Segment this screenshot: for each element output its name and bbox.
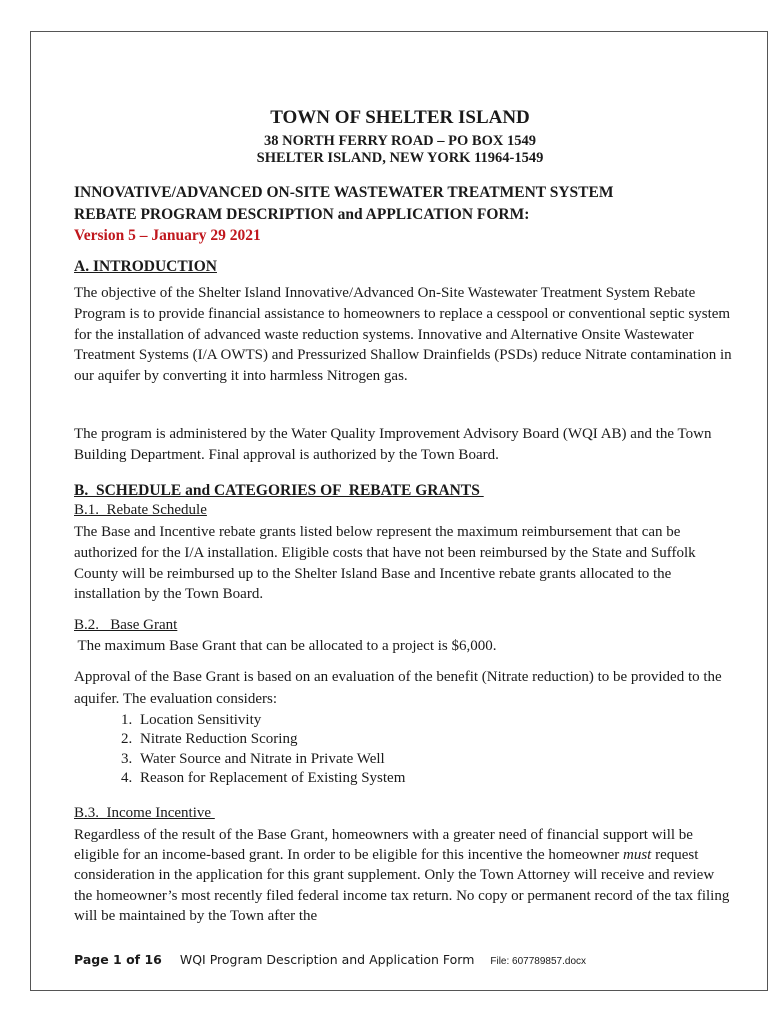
list-item: 2. Nitrate Reduction Scoring <box>136 730 405 749</box>
administration-paragraph: The program is administered by the Water Quality Improvement Advisory Board (WQI AB) and the Town Building Department. Final approval is authorized by the Town Board. <box>74 426 712 463</box>
list-item: 4. Reason for Replacement of Existing System <box>136 769 405 788</box>
document-heading-line-1: INNOVATIVE/ADVANCED ON-SITE WASTEWATER TREATMENT SYSTEM <box>74 184 614 201</box>
income-incentive-paragraph <box>74 825 734 926</box>
b3-heading: B.3. Income Incentive <box>74 805 215 821</box>
section-b-heading: B. SCHEDULE and CATEGORIES OF REBATE GRANTS <box>74 482 484 499</box>
document-page <box>30 31 768 991</box>
footer-file-name: File: 607789857.docx <box>490 956 586 967</box>
max-base-grant-line: The maximum Base Grant that can be allocated to a project is $6,000. <box>74 638 497 654</box>
introduction-paragraph: The objective of the Shelter Island Innovative/Advanced On-Site Wastewater Treatment System Rebate Program is to provide financial assistance to homeowners to replace a cesspool or conventional septic system for the installation of advanced waste reduction systems. Innovative and Alternative Onsite Wastewater Treatment Systems (I/A OWTS) and Pressurized Shallow Drainfields (PSDs) reduce Nitrate contamination in our aquifer by converting it into harmless Nitrogen gas. <box>74 285 732 385</box>
page-footer <box>74 952 586 967</box>
b1-heading: B.1. Rebate Schedule <box>74 502 207 518</box>
section-a-heading: A. INTRODUCTION <box>74 258 217 275</box>
base-grant-paragraph: Approval of the Base Grant is based on an evaluation of the benefit (Nitrate reduction) to be provided to the aquifer. The evaluation considers: <box>74 669 722 707</box>
footer-document-title: WQI Program Description and Application Form <box>179 952 475 967</box>
address-line-1: 38 NORTH FERRY ROAD – PO BOX 1549 <box>264 133 536 149</box>
list-item: 3. Water Source and Nitrate in Private Well <box>136 750 405 769</box>
income-paragraph-text: Regardless of the result of the Base Grant, homeowners with a greater need of financial support will be eligible for an income-based grant. In order to be eligible for this incentive the homeowner <box>74 827 693 864</box>
b2-heading: B.2. Base Grant <box>74 617 178 633</box>
income-paragraph-text-cont: request consideration in the application for this grant supplement. Only the Town Attorney will receive and review the homeowner’s most recently filed federal income tax return. No copy or permanent record of the tax filing will be maintained by the Town after the <box>74 847 730 924</box>
list-item: 1. Location Sensitivity <box>136 711 405 730</box>
town-title: TOWN OF SHELTER ISLAND <box>270 107 530 128</box>
rebate-schedule-paragraph: The Base and Incentive rebate grants listed below represent the maximum reimbursement that can be authorized for the I/A installation. Eligible costs that have not been reimbursed by the State and Suffolk County will be reimbursed up to the Shelter Island Base and Incentive rebate grants allocated to the installation by the Town Board. <box>74 524 696 603</box>
address-line-2: SHELTER ISLAND, NEW YORK 11964-1549 <box>256 150 544 166</box>
document-heading-line-2: REBATE PROGRAM DESCRIPTION and APPLICATION FORM: <box>74 206 530 223</box>
page-number: Page 1 of 16 <box>74 952 162 967</box>
version-label: Version 5 – January 29 2021 <box>74 227 261 244</box>
evaluation-criteria-list <box>74 711 405 788</box>
income-paragraph-emphasis: must <box>622 847 652 864</box>
